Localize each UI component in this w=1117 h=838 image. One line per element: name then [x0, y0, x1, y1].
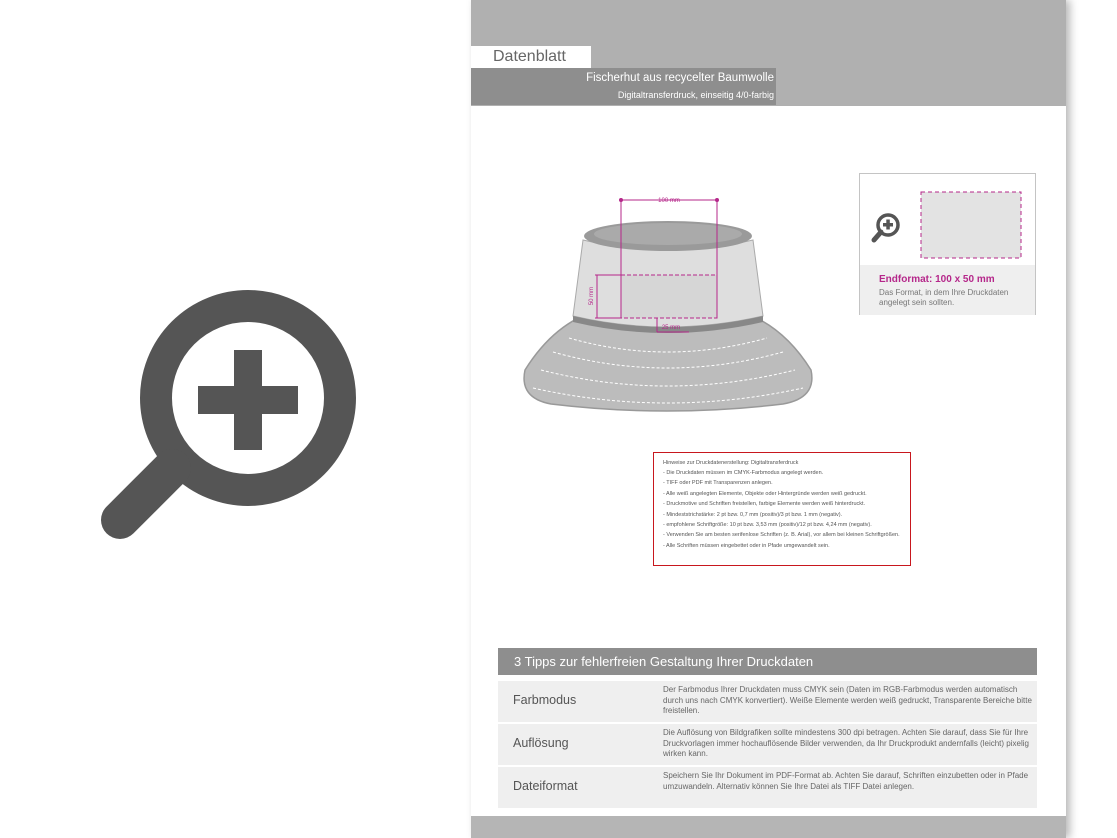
tip-row-aufloesung [498, 724, 1037, 765]
endformat-info [860, 265, 1035, 315]
height-dimension-label: 50 mm [589, 286, 595, 306]
product-bar [471, 68, 776, 105]
hint-item: - Die Druckdaten müssen im CMYK-Farbmodus angelegt werden. [663, 470, 824, 476]
footer-band [471, 816, 1066, 838]
offset-dimension-label: 25 mm [661, 325, 681, 331]
tip-label: Farbmodus [513, 693, 577, 707]
hint-item: - Verwenden Sie am besten serifenlose Schriften (z. B. Arial), vor allem bei kleinen Schriftgrößen. [663, 532, 900, 539]
tip-row-dateiformat [498, 767, 1037, 808]
tip-row-farbmodus [498, 681, 1037, 722]
format-preview [860, 174, 1035, 264]
print-hints-box [653, 452, 911, 566]
hint-item: - Alle Schriften müssen eingebettet oder in Pfade umgewandelt sein. [663, 542, 830, 549]
endformat-description: Das Format, in dem Ihre Druckdaten angelegt sein sollten. [879, 288, 1009, 307]
width-dimension-label: 100 mm [658, 198, 680, 204]
tips-header: 3 Tipps zur fehlerfreien Gestaltung Ihrer Druckdaten [498, 648, 1037, 675]
hints-title: Hinweise zur Druckdatenerstellung: Digitaltransferdruck [663, 460, 799, 466]
hint-item: - TIFF oder PDF mit Transparenzen anlegen. [663, 480, 773, 487]
tip-label: Auflösung [513, 736, 569, 750]
hint-item: - empfohlene Schriftgröße: 10 pt bzw. 3,53 mm (positiv)/12 pt bzw. 4,24 mm (negativ). [663, 521, 872, 528]
datasheet-page [471, 0, 1066, 838]
endformat-title: Endformat: 100 x 50 mm [879, 274, 995, 285]
tip-text: Speichern Sie Ihr Dokument im PDF-Format ab. Achten Sie darauf, Schriften einzubetten oder in Pfade umzuwandeln. Alternativ können Sie Ihre Datei als TIFF Datei anlegen. [663, 771, 1029, 791]
hint-item: - Alle weiß angelegten Elemente, Objekte oder Hintergründe werden weiß gedruckt. [663, 490, 867, 497]
product-name: Fischerhut aus recycelter Baumwolle [586, 72, 774, 84]
tip-text: Der Farbmodus Ihrer Druckdaten muss CMYK sein (Daten im RGB-Farbmodus werden automatisch durch uns nach CMYK konvertiert). Weiße Elemente werden weiß gedruckt, Transparente Bereiche bitte freistellen. [663, 685, 1032, 715]
tip-text: Die Auflösung von Bildgrafiken sollte mindestens 300 dpi betragen. Achten Sie darauf, dass Sie für Ihre Druckvorlagen immer hochauflösende Bilder verwenden, da Ihr Druckprodukt andernfalls (leicht) pixelig wirken kann. [663, 728, 1029, 758]
endformat-card [859, 173, 1036, 315]
tip-label: Dateiformat [513, 779, 578, 793]
hat-illustration [519, 192, 817, 422]
hint-item: - Druckmotive und Schriften freistellen, farbige Elemente werden weiß hinterdruckt. [663, 501, 866, 508]
zoom-in-icon[interactable] [100, 288, 360, 550]
print-method: Digitaltransferdruck, einseitig 4/0-farbig [617, 90, 774, 100]
hint-item: - Mindeststrichstärke: 2 pt bzw. 0,7 mm (positiv)/3 pt bzw. 1 mm (negativ). [663, 511, 843, 518]
page-title: Datenblatt [471, 46, 591, 68]
